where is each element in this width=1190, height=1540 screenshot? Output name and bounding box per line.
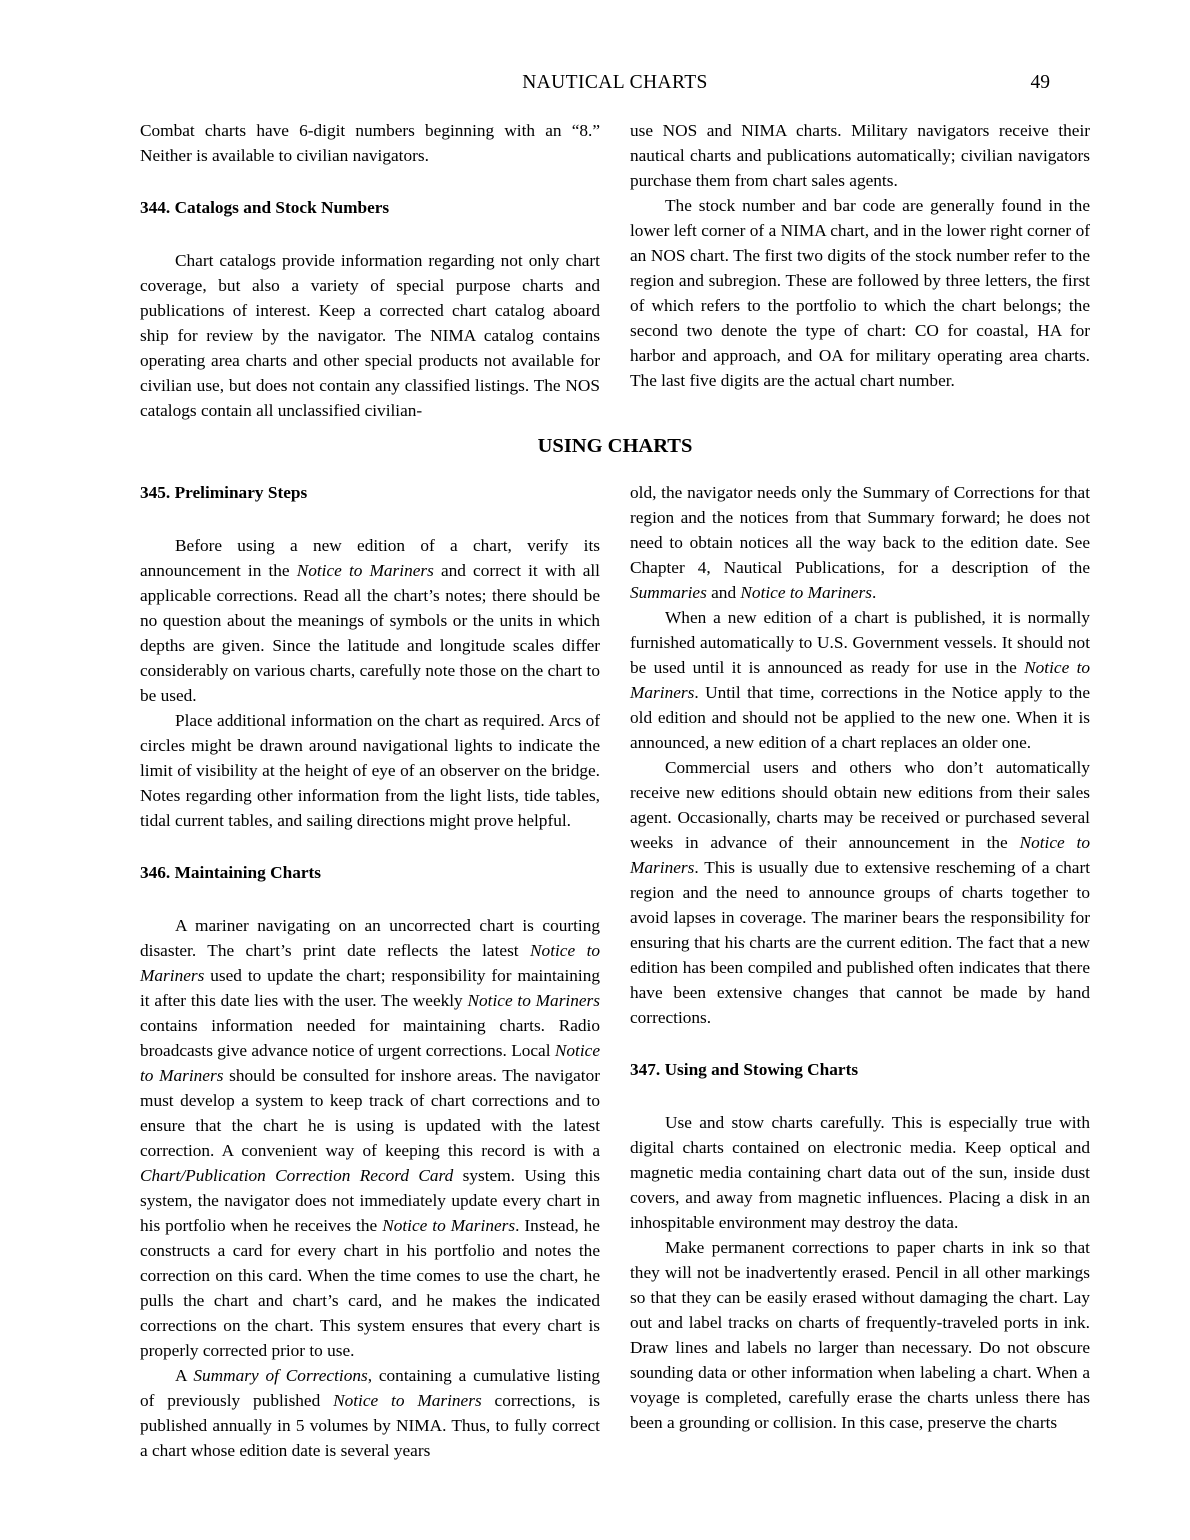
- top-right-column: [630, 118, 1090, 423]
- paragraph-when-new-edition-published: When a new edition of a chart is published, it is normally furnished automatically to U.S. Government vessels. It should not be used until it is announced as ready for use in the Notice to Mariners. Until that time, corrections in the Notice apply to the old edition and should not be applied to the new one. When it is announced, a new edition of a chart replaces an older one.: [630, 608, 1091, 752]
- bottom-columns: [140, 480, 1090, 1463]
- top-columns: [140, 118, 1090, 423]
- top-left-column: [140, 118, 600, 423]
- heading-346-maintaining-charts: 346. Maintaining Charts: [140, 863, 321, 882]
- paragraph-old-navigator-needs: old, the navigator needs only the Summary of Corrections for that region and the notices from that Summary forward; he does not need to obtain notices all the way back to the edition date. See Chapter 4, Nautical Publications, for a description of the Summaries and Notice to Mariners.: [630, 483, 1090, 602]
- bottom-right-column: [630, 480, 1090, 1463]
- running-head-title: NAUTICAL CHARTS: [522, 72, 708, 93]
- paragraph-place-additional-information: Place additional information on the chart as required. Arcs of circles might be drawn around navigational lights to indicate the limit of visibility at the height of eye of an observer on the bridge. Notes regarding other information from the light lists, tide tables, tidal current tables, and sailing directions might prove helpful.: [140, 711, 600, 830]
- paragraph-combat-charts: Combat charts have 6-digit numbers beginning with an “8.” Neither is available to civilian navigators.: [140, 121, 600, 165]
- paragraph-stock-number-bar-code: The stock number and bar code are generally found in the lower left corner of a NIMA chart, and in the lower right corner of an NOS chart. The first two digits of the stock number refer to the region and subregion. These are followed by three letters, the first of which refers to the portfolio to which the chart belongs; the second two denote the type of chart: CO for coastal, HA for harbor and approach, and OA for military operating area charts. The last five digits are the actual chart number.: [630, 196, 1090, 390]
- section-title-using-charts: USING CHARTS: [537, 435, 693, 457]
- paragraph-mariner-uncorrected-chart: A mariner navigating on an uncorrected chart is courting disaster. The chart’s print date reflects the latest Notice to Mariners used to update the chart; responsibility for maintaining it after this date lies with the user. The weekly Notice to Mariners contains information needed for maintaining charts. Radio broadcasts give advance notice of urgent corrections. Local Notice to Mariners should be consulted for inshore areas. The navigator must develop a system to keep track of chart corrections and to ensure that the chart he is using is updated with the latest correction. A convenient way of keeping this record is with a Chart/Publication Correction Record Card system. Using this system, the navigator does not immediately update every chart in his portfolio when he receives the Notice to Mariners. Instead, he constructs a card for every chart in his portfolio and notes the correction on this card. When the time comes to use the chart, he pulls the chart and chart’s card, and he makes the indicated corrections on the chart. This system ensures that every chart is properly corrected prior to use.: [140, 916, 601, 1360]
- paragraph-before-using-new-edition: Before using a new edition of a chart, verify its announcement in the Notice to Mariners and correct it with all applicable corrections. Read all the chart’s notes; there should be no question about the meanings of symbols or the units in which depths are given. Since the latitude and longitude scales differ considerably on various charts, carefully note those on the chart to be used.: [140, 536, 600, 705]
- paragraph-commercial-users: Commercial users and others who don’t automatically receive new editions should obtain new editions from their sales agent. Occasionally, charts may be received or purchased several weeks in advance of their announcement in the Notice to Mariners. This is usually due to extensive rescheming of a chart region and the need to announce groups of charts together to avoid lapses in coverage. The mariner bears the responsibility for ensuring that his charts are the current edition. The fact that a new edition has been compiled and published often indicates that there have been extensive changes that cannot be made by hand corrections.: [630, 758, 1090, 1027]
- paragraph-summary-of-corrections: A Summary of Corrections, containing a cumulative listing of previously published Notice to Mariners corrections, is published annually in 5 volumes by NIMA. Thus, to fully correct a chart whose edition date is several years: [140, 1366, 600, 1460]
- heading-347-using-and-stowing-charts: 347. Using and Stowing Charts: [630, 1060, 859, 1079]
- page-header: [140, 68, 1090, 98]
- page-number: 49: [1030, 72, 1050, 93]
- heading-345-preliminary-steps: 345. Preliminary Steps: [140, 483, 308, 502]
- bottom-left-column: [140, 480, 600, 1463]
- paragraph-use-and-stow-charts: Use and stow charts carefully. This is especially true with digital charts contained on electronic media. Keep optical and magnetic media containing chart data out of the sun, inside dust covers, and away from magnetic influences. Placing a disk in an inhospitable environment may destroy the data.: [630, 1113, 1090, 1232]
- paragraph-use-nos-nima: use NOS and NIMA charts. Military navigators receive their nautical charts and publications automatically; civilian navigators purchase them from chart sales agents.: [630, 121, 1090, 190]
- paragraph-chart-catalogs: Chart catalogs provide information regarding not only chart coverage, but also a variety of special purpose charts and publications of interest. Keep a corrected chart catalog aboard ship for review by the navigator. The NIMA catalog contains operating area charts and other special products not available for civilian use, but does not contain any classified listings. The NOS catalogs contain all unclassified civilian-: [140, 251, 600, 420]
- paragraph-make-permanent-corrections: Make permanent corrections to paper charts in ink so that they will not be inadvertently erased. Pencil in all other markings so that they can be easily erased without damaging the chart. Lay out and label tracks on charts of frequently-traveled ports in ink. Draw lines and labels no larger than necessary. Do not obscure sounding data or other information when labeling a chart. When a voyage is completed, carefully erase the charts unless there has been a grounding or collision. In this case, preserve the charts: [630, 1238, 1090, 1432]
- heading-344-catalogs-and-stock-numbers: 344. Catalogs and Stock Numbers: [140, 198, 390, 217]
